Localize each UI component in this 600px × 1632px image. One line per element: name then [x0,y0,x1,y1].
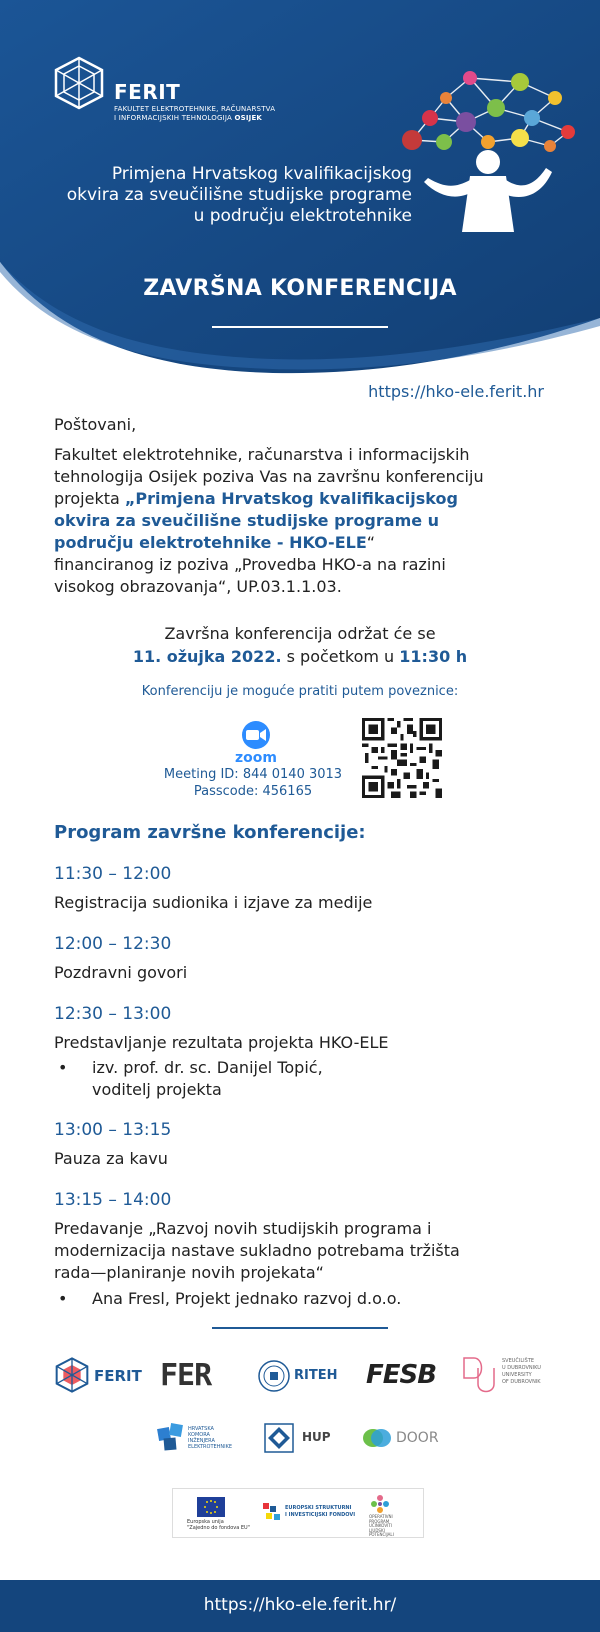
hup-emblem-icon [264,1423,294,1453]
program-time: 12:00 – 12:30 [54,934,172,954]
ferit-logo[interactable] [52,52,312,122]
program-time: 13:00 – 13:15 [54,1120,172,1140]
date-line: 11. ožujka 2022. s početkom u 11:30 h [132,647,468,666]
follow-link-text: Konferenciju je moguće pratiti putem poveznice: [141,684,459,699]
site-url-link[interactable]: https://hko-ele.ferit.hr [368,382,544,401]
op-flower-icon [369,1493,391,1515]
partner-logo-door[interactable] [362,1420,446,1456]
bottom-divider [212,1327,388,1329]
logo-subtitle-line2: I INFORMACIJSKIH TEHNOLOGIJA OSIJEK [114,114,263,122]
footer-url-link[interactable]: https://hko-ele.ferit.hr/ [203,1595,397,1615]
partner-logo-hup[interactable] [264,1420,340,1456]
partner-name: HUP [302,1430,331,1444]
partner-name: FER [160,1358,212,1393]
letter-line: tehnologija Osijek poziva Vas na završnu konferenciju [54,467,484,486]
riteh-seal-icon [258,1360,290,1392]
invitation-letter [54,414,554,598]
partner-name: FESB [366,1360,437,1390]
letter-line: visokog obrazovanja“, UP.03.1.1.03. [54,577,342,596]
program-time: 13:15 – 14:00 [54,1190,172,1210]
partner-name: RITEH [294,1368,338,1383]
project-title [40,164,412,227]
ferit-hexagon-icon [54,1356,90,1394]
zoom-logo[interactable] [230,720,282,766]
bullet-icon: • [58,1289,68,1308]
partner-logo-riteh[interactable] [258,1356,342,1396]
conference-date [0,622,600,668]
ferit-hexagon-icon [52,56,106,110]
project-title-line: Primjena Hrvatskog kvalifikacijskog [111,164,412,184]
door-leaf-icon [362,1425,392,1451]
partner-logo-fesb[interactable] [366,1356,438,1396]
program-item: Predavanje „Razvoj novih studijskih programa i modernizacija nastave sukladno potrebama tržišta rada—planiranje novih projekata“ [54,1219,460,1282]
program-item: Predstavljanje rezultata projekta HKO-ELE [54,1033,389,1052]
partner-name: FERIT [94,1367,142,1385]
partner-name: DOOR [396,1430,439,1446]
eu-funding-banner: Europska unija "Zajedno do fondova EU" EUROPSKI STRUKTURNI I INVESTICIJSKI FONDOVI OPERATIVNI PROGRAM UČINKOVITI LJUDSKI POTENCIJALI [172,1488,424,1538]
meeting-credentials [148,766,358,800]
letter-line: financiranog iz poziva „Provedba HKO-a na razini [54,555,446,574]
hkie-squares-icon [156,1422,186,1452]
footer-bar [0,1580,600,1632]
letter-line: okvira za sveučilišne studijske programe u [54,511,440,530]
zoom-label: zoom [235,750,277,766]
passcode: Passcode: 456165 [193,784,313,799]
project-title-line: okvira za sveučilišne studijske programe [66,185,412,205]
partner-logo-fer[interactable] [160,1356,234,1396]
letter-line: projekta „Primjena Hrvatskog kvalifikacijskog [54,489,458,508]
title-divider [212,326,388,328]
partner-logo-unidu[interactable]: SVEUČILIŠTE U DUBROVNIKU UNIVERSITY OF DUBROVNIK [460,1352,550,1398]
bullet-icon: • [58,1058,68,1077]
logo-subtitle-line1: FAKULTET ELEKTROTEHNIKE, RAČUNARSTVA [114,105,276,113]
date-intro: Završna konferencija održat će se [164,624,436,643]
program-title: Program završne konferencije: [54,822,366,843]
program-time: 12:30 – 13:00 [54,1004,172,1024]
esif-logo-icon [263,1503,283,1523]
conference-title: ZAVRŠNA KONFERENCIJA [143,276,457,301]
eu-flag-icon [197,1497,225,1517]
greeting: Poštovani, [54,415,137,434]
unidu-monogram-icon [460,1354,498,1394]
meeting-id: Meeting ID: 844 0140 3013 [163,767,343,782]
project-title-line: u području elektrotehnike [193,206,412,226]
program-item: Pauza za kavu [54,1149,168,1168]
program-time: 11:30 – 12:00 [54,864,172,884]
letter-line: Fakultet elektrotehnike, računarstva i informacijskih [54,445,470,464]
partner-logo-hkie[interactable]: HRVATSKA KOMORA INŽENJERA ELEKTROTEHNIKE [156,1420,242,1456]
qr-code[interactable] [362,718,442,798]
qr-code-icon [362,718,442,798]
letter-line: području elektrotehnike - HKO-ELE“ [54,533,376,552]
partner-logo-ferit[interactable] [54,1356,142,1396]
program-item: Registracija sudionika i izjave za medije [54,893,373,912]
logo-name: FERIT [114,80,181,104]
program-item: Pozdravni govori [54,963,188,982]
header-banner [0,0,600,380]
